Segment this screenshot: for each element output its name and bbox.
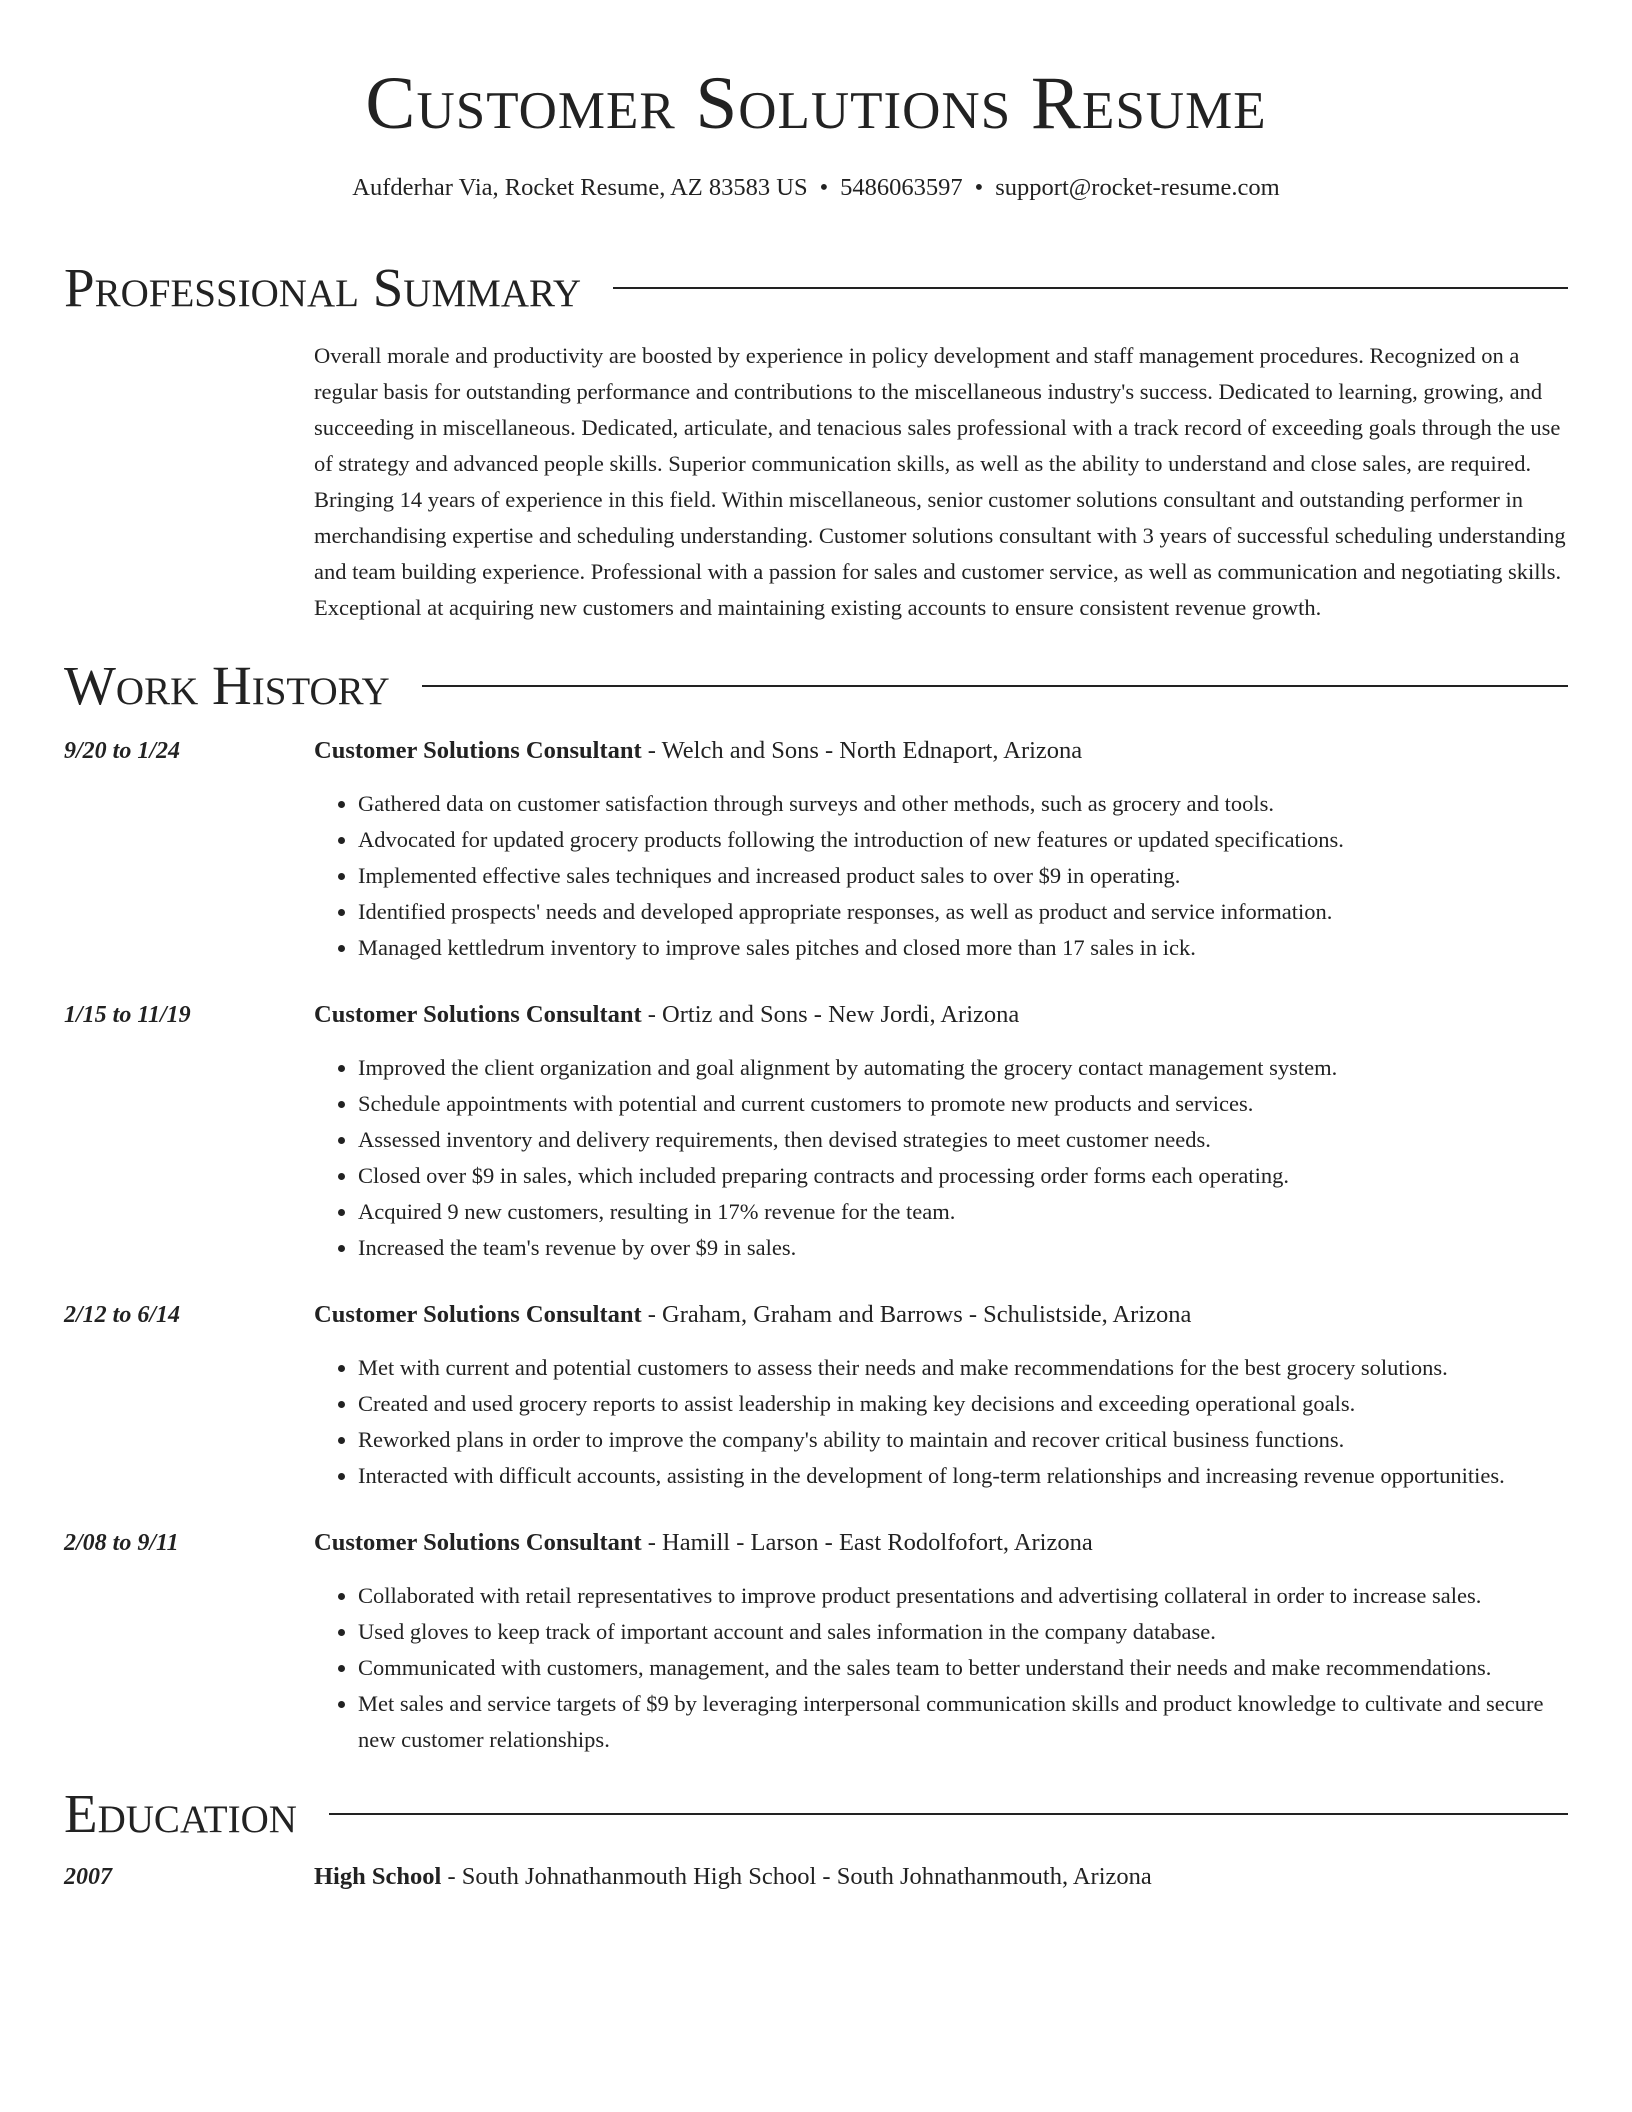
job-title: Customer Solutions Consultant — [314, 737, 642, 764]
education-degree: High School — [314, 1863, 442, 1890]
job-dates: 2/08 to 9/11 — [64, 1530, 179, 1556]
resume-page — [64, 0, 1568, 1894]
job-employer: - Welch and Sons - North Ednaport, Arizona — [641, 737, 1083, 764]
job-bullet: • Advocated for updated grocery products following the introduction of new features or updated specifications. — [358, 822, 1568, 858]
job-body — [314, 1298, 1568, 1494]
job-employer: - Hamill - Larson - East Rodolfofort, Arizona — [641, 1529, 1093, 1556]
job-bullet: • Communicated with customers, management, and the sales team to better understand their needs and make recommendations. — [358, 1650, 1568, 1686]
job-bullet: • Managed kettledrum inventory to improve sales pitches and closed more than 17 sales in ick. — [358, 930, 1568, 966]
job-bullet: • Identified prospects' needs and developed appropriate responses, as well as product and service information. — [358, 894, 1568, 930]
job-bullet: • Interacted with difficult accounts, assisting in the development of long-term relationships and increasing revenue opportunities. — [358, 1458, 1568, 1494]
education-body — [314, 1860, 1568, 1894]
summary-text: Overall morale and productivity are boosted by experience in policy development and staff management procedures. Recognized on a regular basis for outstanding performance and contributions to the miscellaneous industry's success. Dedicated to learning, growing, and succeeding in miscellaneous. Dedicated, articulate, and tenacious sales professional with a track record of exceeding goals through the use of strategy and advanced people skills. Superior communication skills, as well as the ability to understand and close sales, are required. Bringing 14 years of experience in this field. Within miscellaneous, senior customer solutions consultant and outstanding performer in merchandising expertise and scheduling understanding. Customer solutions consultant with 3 years of successful scheduling understanding and team building experience. Professional with a passion for sales and customer service, as well as communication and negotiating skills. Exceptional at acquiring new customers and maintaining existing accounts to ensure consistent revenue growth. — [314, 343, 1566, 620]
job-employer: - Graham, Graham and Barrows - Schulistside, Arizona — [641, 1301, 1192, 1328]
job-bullet: • Collaborated with retail representatives to improve product presentations and advertising collateral in order to increase sales. — [358, 1578, 1568, 1614]
job-dates: 1/15 to 11/19 — [64, 1002, 191, 1028]
contact-line — [64, 172, 1568, 204]
job-bullet: • Reworked plans in order to improve the company's ability to maintain and recover critical business functions. — [358, 1422, 1568, 1458]
job-employer: - Ortiz and Sons - New Jordi, Arizona — [641, 1001, 1020, 1028]
job-bullet: • Closed over $9 in sales, which included preparing contracts and processing order forms each operating. — [358, 1158, 1568, 1194]
summary-heading: Professional Summary — [64, 257, 582, 318]
job-title: Customer Solutions Consultant — [314, 1001, 642, 1028]
job-body — [314, 1526, 1568, 1758]
job-body — [314, 734, 1568, 966]
contact-email: support@rocket-resume.com — [995, 174, 1280, 201]
job-heading — [314, 1298, 1568, 1332]
education-heading: Education — [64, 1783, 297, 1844]
job-entry — [64, 998, 1568, 1266]
resume-title: Customer Solutions Resume — [365, 62, 1267, 145]
section-divider — [329, 1813, 1568, 1815]
job-bullet: • Acquired 9 new customers, resulting in 17% revenue for the team. — [358, 1194, 1568, 1230]
job-dates: 2/12 to 6/14 — [64, 1302, 181, 1328]
job-bullet: • Gathered data on customer satisfaction through surveys and other methods, such as grocery and tools. — [358, 786, 1568, 822]
job-bullets — [314, 786, 1568, 966]
job-dates: 9/20 to 1/24 — [64, 738, 181, 764]
job-entry — [64, 1298, 1568, 1494]
job-bullets — [314, 1578, 1568, 1758]
job-body — [314, 998, 1568, 1266]
job-bullet: • Increased the team's revenue by over $9 in sales. — [358, 1230, 1568, 1266]
section-divider — [422, 685, 1568, 687]
education-school: - South Johnathanmouth High School - South Johnathanmouth, Arizona — [441, 1863, 1152, 1890]
education-section-header — [64, 1782, 1568, 1846]
contact-address: Aufderhar Via, Rocket Resume, AZ 83583 US — [352, 174, 808, 201]
section-divider — [613, 287, 1568, 289]
job-bullet: • Assessed inventory and delivery requirements, then devised strategies to meet customer needs. — [358, 1122, 1568, 1158]
education-year: 2007 — [64, 1864, 112, 1890]
contact-separator: • — [819, 174, 829, 201]
job-bullet: • Implemented effective sales techniques and increased product sales to over $9 in operating. — [358, 858, 1568, 894]
job-title: Customer Solutions Consultant — [314, 1301, 642, 1328]
education-line — [314, 1860, 1568, 1894]
job-bullet: • Improved the client organization and goal alignment by automating the grocery contact management system. — [358, 1050, 1568, 1086]
job-title: Customer Solutions Consultant — [314, 1529, 642, 1556]
education-entry — [64, 1860, 1568, 1894]
job-entry — [64, 734, 1568, 966]
job-bullets — [314, 1050, 1568, 1266]
job-bullet: • Schedule appointments with potential and current customers to promote new products and services. — [358, 1086, 1568, 1122]
contact-phone: 5486063597 — [840, 174, 963, 201]
contact-separator: • — [974, 174, 984, 201]
job-bullet: • Met with current and potential customers to assess their needs and make recommendations for the best grocery solutions. — [358, 1350, 1568, 1386]
job-bullet: • Met sales and service targets of $9 by leveraging interpersonal communication skills and product knowledge to cultivate and secure new customer relationships. — [358, 1686, 1568, 1758]
job-heading — [314, 734, 1568, 768]
job-entry — [64, 1526, 1568, 1758]
job-bullet: • Used gloves to keep track of important account and sales information in the company database. — [358, 1614, 1568, 1650]
work-section-header — [64, 654, 1568, 718]
job-heading — [314, 1526, 1568, 1560]
job-bullets — [314, 1350, 1568, 1494]
summary-section-header — [64, 256, 1568, 320]
work-heading: Work History — [64, 655, 390, 716]
job-bullet: • Created and used grocery reports to assist leadership in making key decisions and exceeding operational goals. — [358, 1386, 1568, 1422]
job-heading — [314, 998, 1568, 1032]
